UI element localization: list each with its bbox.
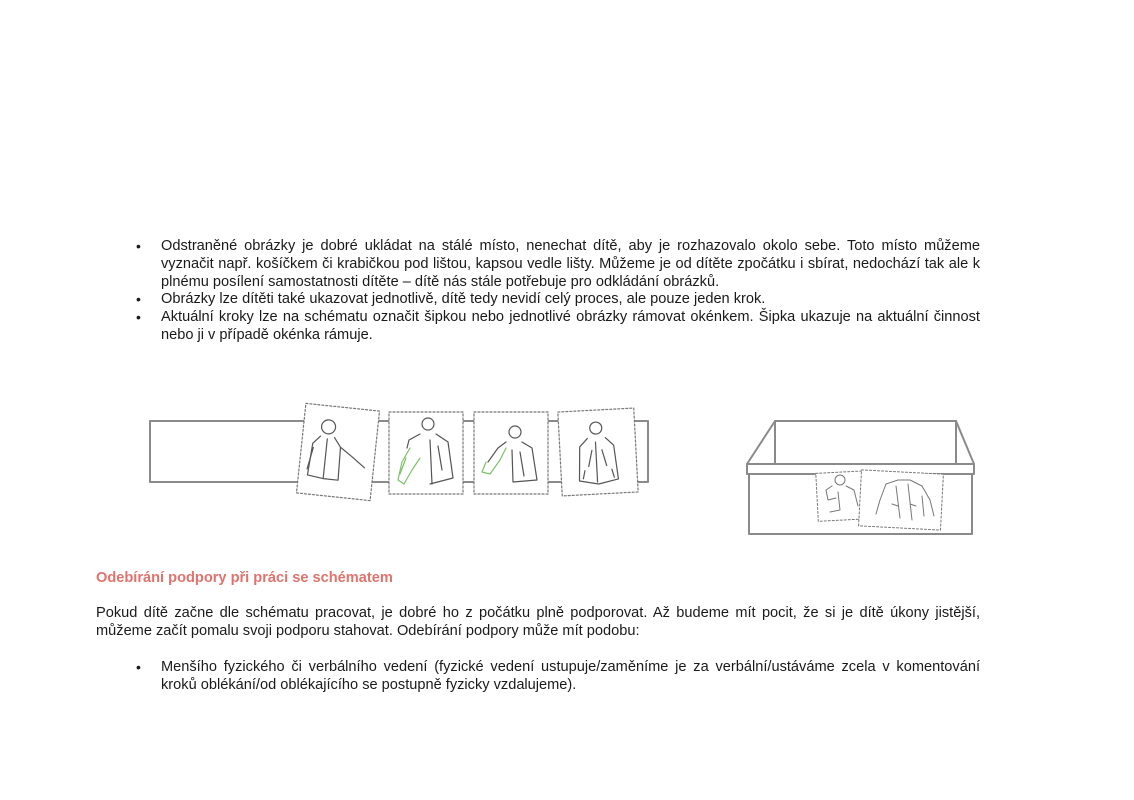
bullet-dot: •: [136, 291, 141, 308]
body-paragraph: Pokud dítě začne dle schématu pracovat, je dobré ho z počátku plně podporovat. Až budeme mít pocit, že si je dítě úkony jistější, můžeme začít pomalu svoji podporu stahovat. Odebírání podpory může mít podobu:: [96, 605, 980, 639]
bullet-dot: •: [136, 238, 141, 254]
picture-card-step-3: [474, 412, 548, 494]
stored-picture-card: [859, 470, 944, 530]
picture-card-step-1: [296, 403, 379, 500]
list-item: • Odstraněné obrázky je dobré ukládat na stálé místo, nenechat dítě, aby je rozhazovalo okolo sebe. Toto místo můžeme vyznačit např. košíčkem či krabičkou pod lištou, kapsou vedle lišty. Můžeme je od dítěte zpočátku i sbírat, nedochází tak ale k plnému posílení samostatnosti dítěte – dítě nás stále potřebuje pro odkládání obrázků.: [136, 238, 980, 290]
list-item: • Obrázky lze dítěti také ukazovat jednotlivě, dítě tedy nevidí celý proces, ale pouze jeden krok.: [136, 291, 766, 308]
box-back-edges: [775, 421, 956, 464]
storage-box: [747, 421, 974, 534]
schedule-strip: [150, 403, 648, 500]
section-heading: Odebírání podpory při práci se schématem: [96, 570, 393, 586]
bullet-list-bottom: [96, 659, 980, 695]
bullet-dot: •: [136, 659, 141, 675]
picture-card-step-2: [389, 412, 463, 494]
list-item: • Menšího fyzického či verbálního vedení (fyzické vedení ustupuje/zaměníme je za verbální/ustáváme zcela v komentování kroků oblékání/od oblékajícího se postupně fyzicky vzdalujeme).: [136, 659, 980, 693]
bullet-dot: •: [136, 309, 141, 326]
list-item: • Aktuální kroky lze na schématu označit šipkou nebo jednotlivé obrázky rámovat okénkem. Šipka ukazuje na aktuální činnost nebo ji v případě okénka rámuje.: [136, 309, 980, 343]
box-top: [747, 421, 974, 464]
picture-card-step-4: [558, 408, 638, 496]
